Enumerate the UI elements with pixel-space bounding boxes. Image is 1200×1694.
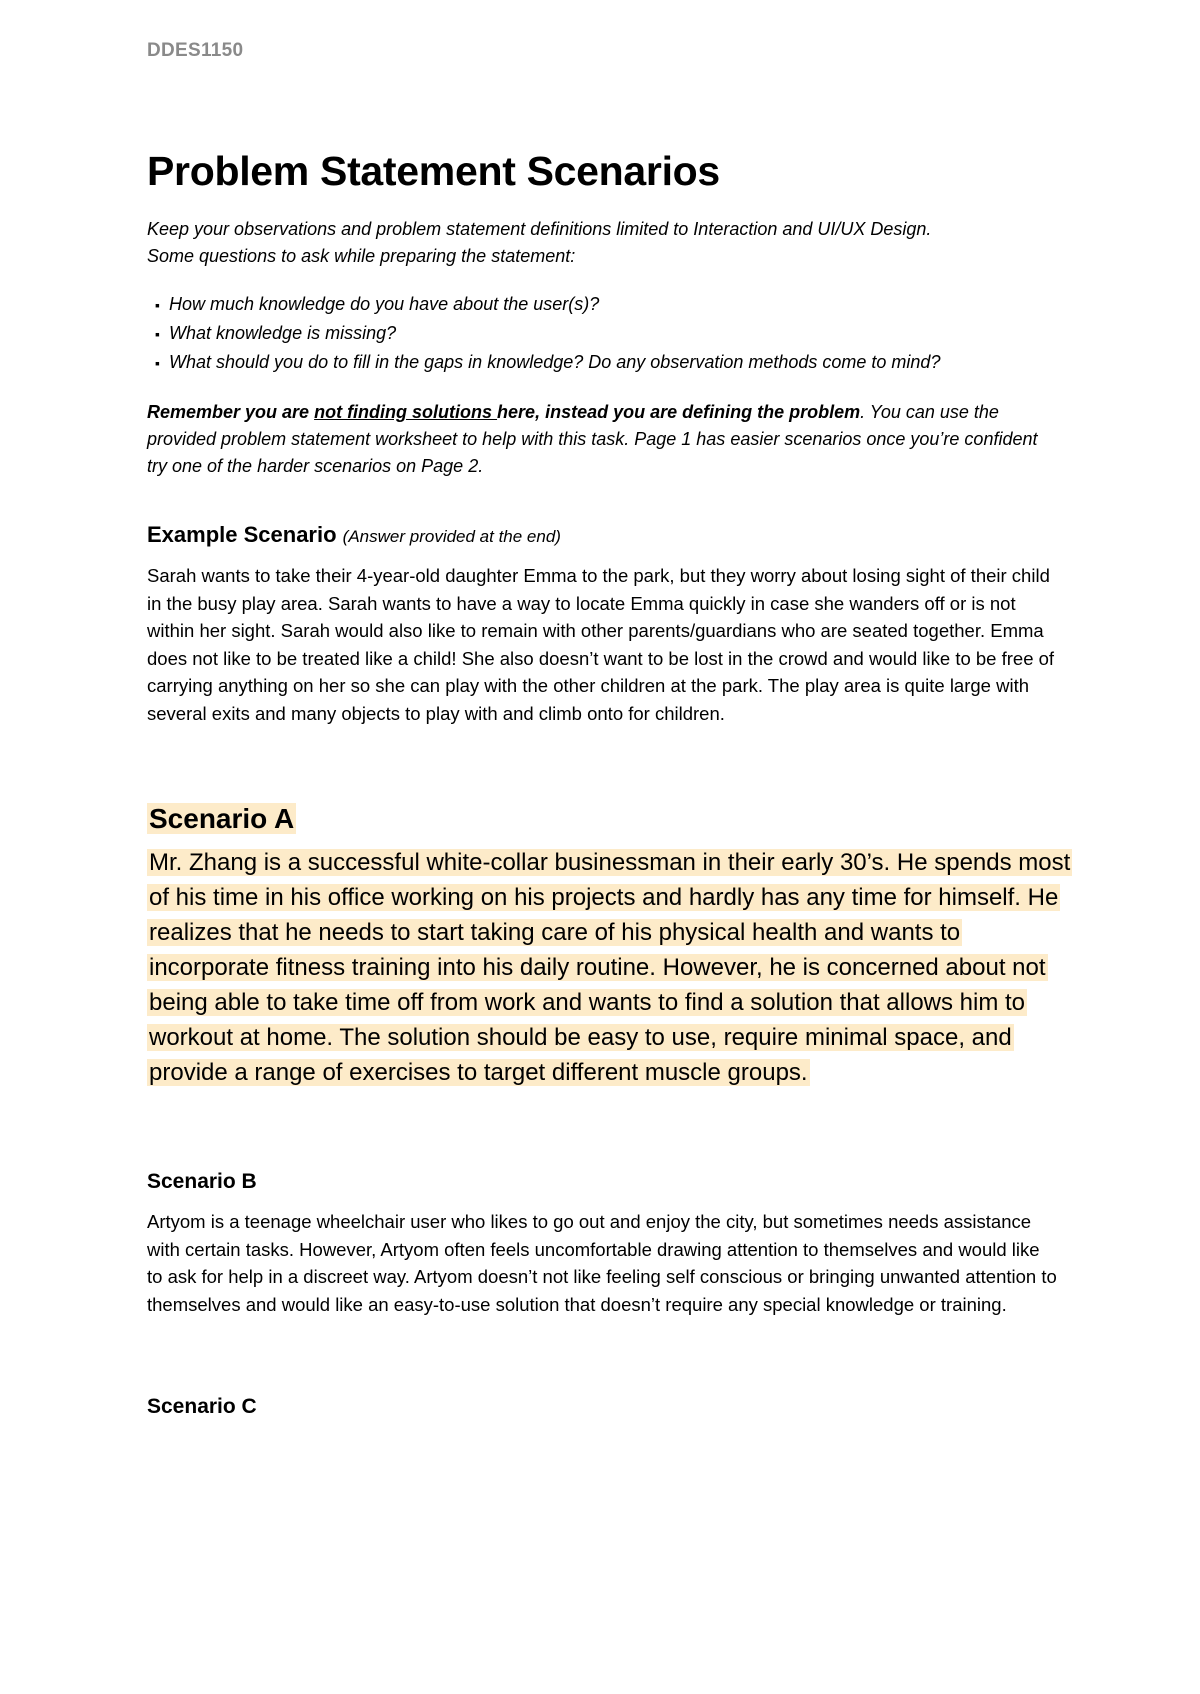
question-text: How much knowledge do you have about the user(s)? xyxy=(169,294,600,314)
course-code: DDES1150 xyxy=(147,40,244,61)
example-scenario-heading xyxy=(147,520,1077,552)
scenario-b-heading: Scenario B xyxy=(147,1170,257,1193)
list-item xyxy=(155,348,1077,377)
reminder-rest: . You can use the provided problem statement worksheet to help with this task. Page 1 has easier scenarios once you’re confident try one of the harder scenarios on Page 2. xyxy=(147,402,1038,476)
page-title: Problem Statement Scenarios xyxy=(147,148,720,194)
reminder-underlined: not finding solutions xyxy=(314,402,498,422)
intro-text: Keep your observations and problem statement definitions limited to Interaction and UI/UX Design. Some questions to ask while preparing the statement: xyxy=(147,219,932,266)
scenario-a-heading-text: Scenario A xyxy=(149,803,295,834)
reminder-bold-end: here, instead you are defining the problem xyxy=(497,402,861,422)
document-content xyxy=(147,146,1077,1421)
question-text: What should you do to fill in the gaps in knowledge? Do any observation methods come to mind? xyxy=(169,352,941,372)
question-text: What knowledge is missing? xyxy=(169,323,397,343)
bullet-icon: ▪ xyxy=(155,355,160,371)
question-list xyxy=(147,290,1077,377)
list-item xyxy=(155,290,1077,319)
reminder-paragraph xyxy=(147,399,1047,480)
scenario-b-body: Artyom is a teenage wheelchair user who likes to go out and enjoy the city, but sometimes needs assistance with certain tasks. However, Artyom often feels uncomfortable drawing attention to themselves and would like to ask for help in a discreet way. Artyom doesn’t not like feeling self conscious or bringing unwanted attention to themselves and would like an easy-to-use solution that doesn’t require any special knowledge or training. xyxy=(147,1211,1057,1315)
list-item xyxy=(155,319,1077,348)
scenario-a-heading xyxy=(147,801,1077,837)
example-heading-text: Example Scenario xyxy=(147,522,337,547)
scenario-a-body xyxy=(147,845,1082,1090)
example-scenario-body: Sarah wants to take their 4-year-old daughter Emma to the park, but they worry about losing sight of their child in the busy play area. Sarah wants to have a way to locate Emma quickly in case she wanders off or is not within her sight. Sarah would also like to remain with other parents/guardians who are seated together. Emma does not like to be treated like a child! She also doesn’t want to be lost in the crowd and would like to be free of carrying anything on her so she can play with the other children at the park. The play area is quite large with several exits and many objects to play with and climb onto for children. xyxy=(147,565,1055,724)
bullet-icon: ▪ xyxy=(155,297,160,313)
example-heading-note: (Answer provided at the end) xyxy=(342,527,561,546)
bullet-icon: ▪ xyxy=(155,326,160,342)
reminder-bold-start: Remember you are xyxy=(147,402,315,422)
scenario-c-heading: Scenario C xyxy=(147,1395,257,1418)
scenario-a-body-text: Mr. Zhang is a successful white-collar businessman in their early 30’s. He spends most of his time in his office working on his projects and hardly has any time for himself. He realizes that he needs to start taking care of his physical health and wants to incorporate fitness training into his daily routine. However, he is concerned about not being able to take time off from work and wants to find a solution that allows him to workout at home. The solution should be easy to use, require minimal space, and provide a range of exercises to target different muscle groups. xyxy=(149,849,1071,1086)
